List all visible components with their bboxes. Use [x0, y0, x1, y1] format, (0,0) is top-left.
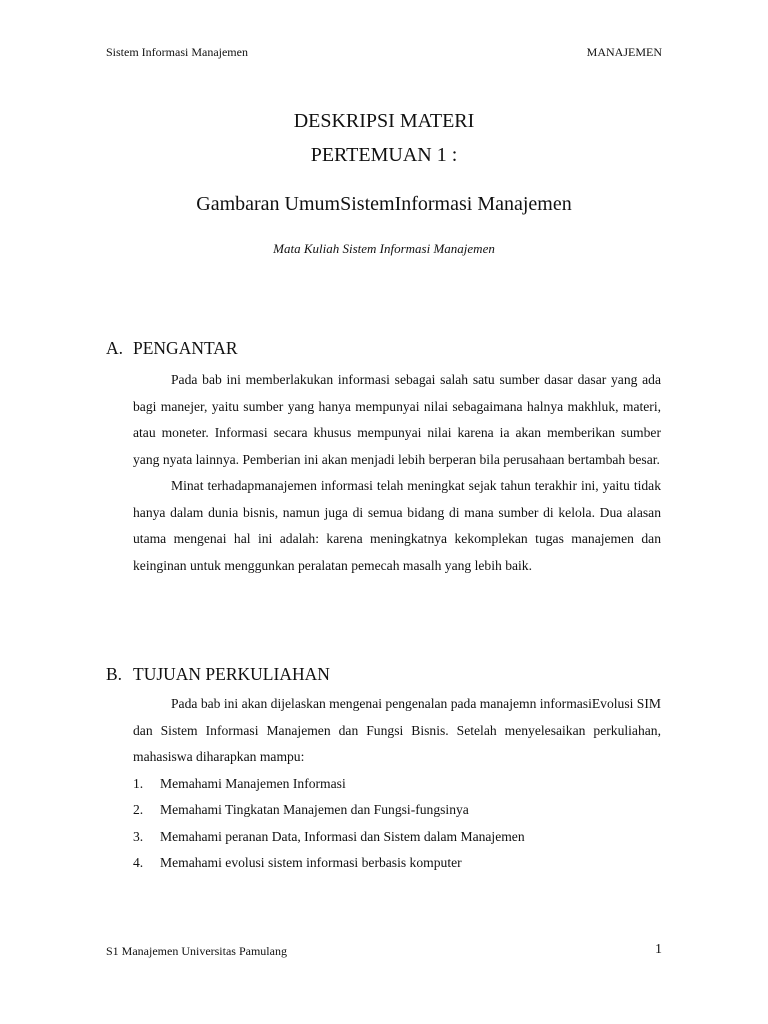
section-a-letter: A. — [106, 338, 124, 358]
objectives-list — [133, 771, 661, 877]
list-item — [133, 850, 661, 877]
section-b-body — [133, 691, 661, 877]
document-title: DESKRIPSI MATERI — [293, 110, 475, 132]
list-item-number: 2. — [133, 802, 144, 817]
page-number: 1 — [655, 942, 662, 957]
footer-institution: S1 Manajemen Universitas Pamulang — [106, 944, 287, 958]
list-item — [133, 824, 661, 851]
header-course-name: Sistem Informasi Manajemen — [106, 45, 248, 59]
section-b-title: TUJUAN PERKULIAHAN — [133, 664, 330, 684]
list-item-number: 3. — [133, 828, 144, 844]
list-item-number: 4. — [133, 855, 144, 870]
list-item — [133, 797, 661, 824]
running-header — [106, 45, 662, 61]
section-a-paragraph-1: Pada bab ini memberlakukan informasi sebagai salah satu sumber dasar dasar yang ada bagi manejer, yaitu sumber yang hanya mempunyai nilai sebagaimana halnya makhluk, materi, atau moneter. Informasi secara khusus mempunyai nilai karena ia akan memberikan sumber yang nyata lainnya. Pemberian ini akan menjadi lebih berperan bila perusahaan bertambah besar. — [133, 372, 661, 467]
course-subtitle: Mata Kuliah Sistem Informasi Manajemen — [273, 241, 495, 256]
section-b-letter: B. — [106, 664, 123, 684]
section-a-heading — [106, 338, 238, 359]
meeting-number: PERTEMUAN 1 : — [310, 144, 458, 166]
list-item-text: Memahami Tingkatan Manajemen dan Fungsi-fungsinya — [160, 802, 469, 817]
section-b-intro: Pada bab ini akan dijelaskan mengenai pengenalan pada manajemn informasiEvolusi SIM dan Sistem Informasi Manajemen dan Fungsi Bisnis. Setelah menyelesaikan perkuliahan, mahasiswa diharapkan mampu: — [133, 696, 661, 764]
list-item-text: Memahami peranan Data, Informasi dan Sistem dalam Manajemen — [160, 828, 525, 844]
section-a-title: PENGANTAR — [133, 338, 238, 358]
topic-title: Gambaran UmumSistemInformasi Manajemen — [196, 193, 572, 215]
list-item-text: Memahami evolusi sistem informasi berbasis komputer — [160, 855, 462, 870]
header-department: MANAJEMEN — [586, 45, 662, 59]
list-item-number: 1. — [133, 775, 144, 791]
list-item — [133, 771, 661, 798]
section-a-paragraph-2: Minat terhadapmanajemen informasi telah meningkat sejak tahun terakhir ini, yaitu tidak hanya dalam dunia bisnis, namun juga di semua bidang di mana sumber di kelola. Dua alasan utama mengenai hal ini adalah: karena meningkatnya kekomplekan tugas manajemen dan keinginan untuk menggunkan peralatan pemecah masalh yang lebih baik. — [133, 478, 661, 573]
list-item-text: Memahami Manajemen Informasi — [160, 775, 346, 791]
page-footer — [106, 942, 662, 960]
section-a-body — [133, 367, 661, 579]
section-b-heading — [106, 664, 330, 685]
